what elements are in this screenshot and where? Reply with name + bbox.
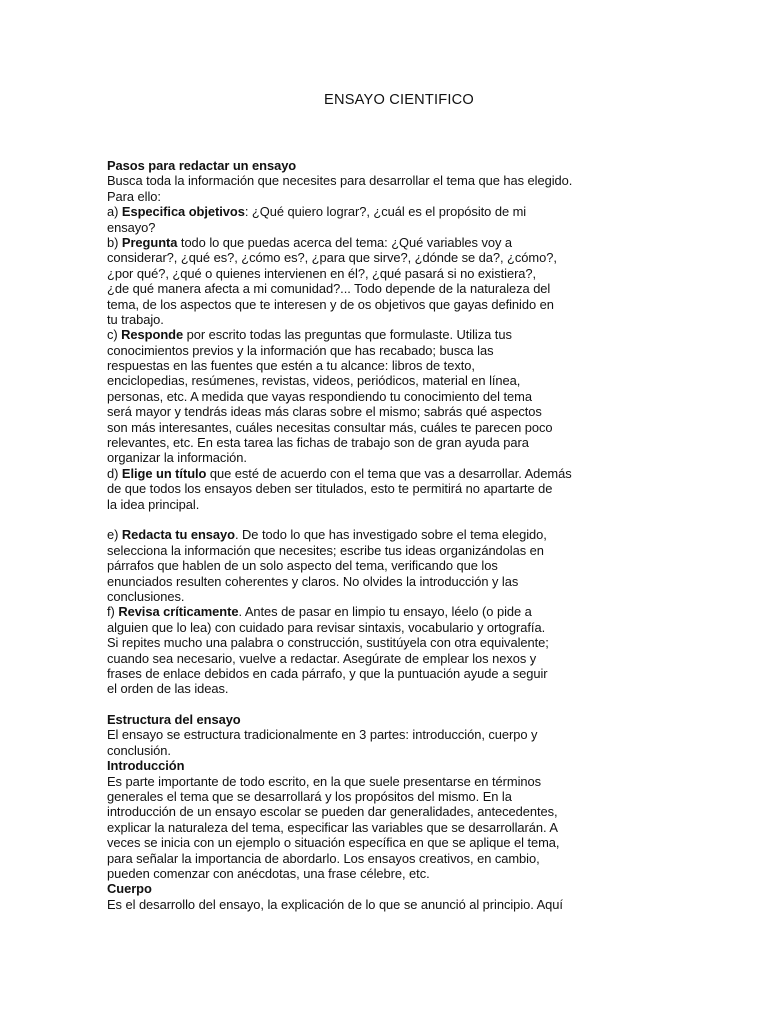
- blank-line: [107, 512, 597, 527]
- text-run: relevantes, etc. En esta tarea las fichas de trabajo son de gran ayuda para: [107, 435, 529, 451]
- text-line: [107, 835, 597, 850]
- text-line: [107, 312, 597, 327]
- bold-text: Elige un título: [121, 465, 207, 481]
- text-run: e): [107, 527, 122, 543]
- bold-text: Redacta tu ensayo: [121, 527, 235, 543]
- text-run: a): [107, 204, 122, 220]
- text-line: [107, 281, 597, 296]
- text-run: considerar?, ¿qué es?, ¿cómo es?, ¿para que sirve?, ¿dónde se da?, ¿cómo?,: [107, 250, 557, 266]
- text-run: por escrito todas las preguntas que formulaste. Utiliza tus: [183, 327, 512, 343]
- text-run: tu trabajo.: [107, 311, 164, 327]
- bold-text: Especifica objetivos: [121, 204, 245, 220]
- text-line: [107, 574, 597, 589]
- text-run: generales el tema que se desarrollará y los propósitos del mismo. En la: [107, 789, 512, 805]
- text-line: [107, 743, 597, 758]
- text-line: [107, 373, 597, 388]
- text-run: tema, de los aspectos que te interesen y de os objetivos que gayas definido en: [107, 296, 554, 312]
- text-line: [107, 620, 597, 635]
- text-line: [107, 820, 597, 835]
- text-run: el orden de las ideas.: [107, 681, 229, 697]
- text-run: respuestas en las fuentes que estén a tu alcance: libros de texto,: [107, 358, 475, 374]
- text-run: conclusión.: [107, 742, 171, 758]
- text-run: f): [107, 604, 119, 620]
- text-run: El ensayo se estructura tradicionalmente en 3 partes: introducción, cuerpo y: [107, 727, 538, 743]
- text-run: conocimientos previos y la información que has recabado; busca las: [107, 342, 494, 358]
- text-line: [107, 235, 597, 250]
- text-run: cuando sea necesario, vuelve a redactar. Asegúrate de emplear los nexos y: [107, 650, 537, 666]
- text-run: son más interesantes, cuáles necesitas consultar más, cuáles te parecen poco: [107, 419, 553, 435]
- text-line: [107, 420, 597, 435]
- text-line: [107, 681, 597, 696]
- text-line: [107, 543, 597, 558]
- text-run: será mayor y tendrás ideas más claras sobre el mismo; sabrás qué aspectos: [107, 404, 542, 420]
- text-run: para señalar la importancia de abordarlo. Los ensayos creativos, en cambio,: [107, 850, 540, 866]
- text-run: enunciados resulten coherentes y claros. No olvides la introducción y las: [107, 573, 519, 589]
- text-run: frases de enlace debidos en cada párrafo, y que la puntuación ayude a seguir: [107, 665, 548, 681]
- text-line: [107, 358, 597, 373]
- text-line: [107, 881, 597, 896]
- text-run: veces se inicia con un ejemplo o situación específica en que se aplique el tema,: [107, 835, 560, 851]
- text-line: [107, 558, 597, 573]
- text-line: [107, 635, 597, 650]
- text-run: todo lo que puedas acerca del tema: ¿Qué variables voy a: [177, 234, 513, 250]
- text-line: [107, 651, 597, 666]
- text-line: [107, 404, 597, 419]
- text-run: c): [107, 327, 122, 343]
- text-line: [107, 220, 597, 235]
- text-run: Busca toda la información que necesites para desarrollar el tema que has elegido.: [107, 173, 573, 189]
- text-line: [107, 758, 597, 773]
- text-line: [107, 866, 597, 881]
- text-line: [107, 851, 597, 866]
- bold-text: Pregunta: [121, 234, 178, 250]
- blank-line: [107, 697, 597, 712]
- text-run: introducción de un ensayo escolar se pueden dar generalidades, antecedentes,: [107, 804, 558, 820]
- text-line: [107, 804, 597, 819]
- text-line: [107, 466, 597, 481]
- text-run: enciclopedias, resúmenes, revistas, videos, periódicos, material en línea,: [107, 373, 521, 389]
- text-run: conclusiones.: [107, 588, 185, 604]
- text-line: [107, 727, 597, 742]
- text-line: [107, 435, 597, 450]
- document-body: [107, 158, 597, 912]
- text-run: . Antes de pasar en limpio tu ensayo, léelo (o pide a: [238, 604, 532, 620]
- text-line: [107, 604, 597, 619]
- text-line: [107, 189, 597, 204]
- text-run: la idea principal.: [107, 496, 200, 512]
- text-line: [107, 527, 597, 542]
- text-run: Para ello:: [107, 188, 161, 204]
- text-line: [107, 789, 597, 804]
- text-line: [107, 297, 597, 312]
- bold-text: Responde: [121, 327, 184, 343]
- text-run: ensayo?: [107, 219, 156, 235]
- text-line: [107, 389, 597, 404]
- text-run: personas, etc. A medida que vayas respondiendo tu conocimiento del tema: [107, 388, 532, 404]
- bold-text: Cuerpo: [107, 881, 152, 897]
- text-run: Si repites mucho una palabra o construcción, sustitúyela con otra equivalente;: [107, 635, 549, 651]
- text-run: b): [107, 234, 122, 250]
- document-title: ENSAYO CIENTIFICO: [324, 92, 474, 108]
- text-line: [107, 666, 597, 681]
- text-line: [107, 173, 597, 188]
- bold-text: Introducción: [107, 758, 185, 774]
- text-run: de que todos los ensayos deben ser titulados, esto te permitirá no apartarte de: [107, 481, 553, 497]
- text-line: [107, 497, 597, 512]
- text-run: que esté de acuerdo con el tema que vas a desarrollar. Además: [206, 465, 572, 481]
- text-line: [107, 343, 597, 358]
- text-line: [107, 897, 597, 912]
- bold-text: Pasos para redactar un ensayo: [107, 158, 297, 173]
- text-run: pueden comenzar con anécdotas, una frase célebre, etc.: [107, 865, 430, 881]
- text-line: [107, 204, 597, 219]
- text-run: . De todo lo que has investigado sobre el tema elegido,: [234, 527, 547, 543]
- text-line: [107, 481, 597, 496]
- text-line: [107, 712, 597, 727]
- bold-text: Revisa críticamente: [118, 604, 239, 620]
- bold-text: Estructura del ensayo: [107, 712, 241, 728]
- text-run: d): [107, 465, 122, 481]
- text-line: [107, 589, 597, 604]
- text-run: selecciona la información que necesites; escribe tus ideas organizándolas en: [107, 542, 544, 558]
- text-line: [107, 327, 597, 342]
- text-line: [107, 774, 597, 789]
- text-run: párrafos que hablen de un solo aspecto del tema, verificando que los: [107, 558, 498, 574]
- text-run: : ¿Qué quiero lograr?, ¿cuál es el propósito de mi: [244, 204, 527, 220]
- text-line: [107, 250, 597, 265]
- text-run: ¿por qué?, ¿qué o quienes intervienen en él?, ¿qué pasará si no existiera?,: [107, 265, 537, 281]
- text-line: [107, 158, 597, 173]
- text-line: [107, 266, 597, 281]
- text-run: explicar la naturaleza del tema, especificar las variables que se desarrollarán. A: [107, 819, 558, 835]
- text-line: [107, 450, 597, 465]
- text-run: alguien que lo lea) con cuidado para revisar sintaxis, vocabulario y ortografía.: [107, 619, 546, 635]
- text-run: Es parte importante de todo escrito, en la que suele presentarse en términos: [107, 773, 542, 789]
- text-run: Es el desarrollo del ensayo, la explicación de lo que se anunció al principio. Aquí: [107, 896, 563, 912]
- text-run: ¿de qué manera afecta a mi comunidad?... Todo depende de la naturaleza del: [107, 281, 551, 297]
- text-run: organizar la información.: [107, 450, 247, 466]
